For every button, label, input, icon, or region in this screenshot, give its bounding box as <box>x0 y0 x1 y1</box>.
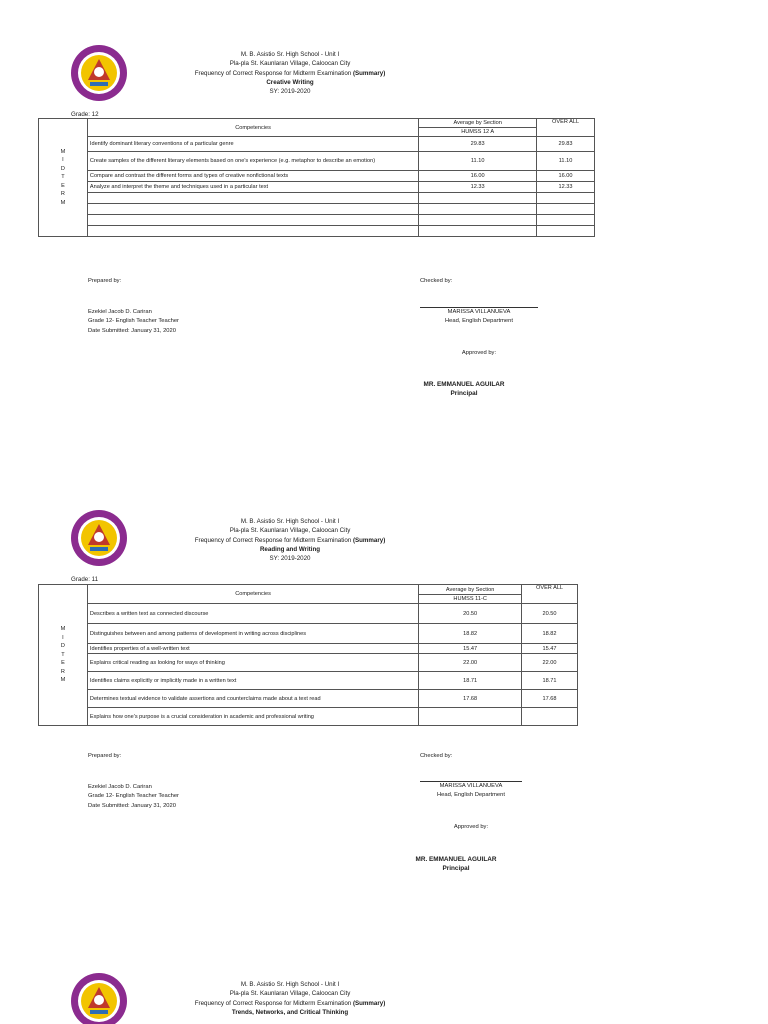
school-seal-logo <box>70 509 128 567</box>
table-row: Explains critical reading as looking for ways of thinking 22.00 22.00 <box>39 654 578 672</box>
subject-title: Trends, Networks, and Critical Thinking <box>231 1008 349 1016</box>
approver-role: Principal <box>442 865 470 873</box>
preparer-role: Grade 12- English Teacher Teacher <box>88 318 179 325</box>
school-address: Pla-pla St. Kaunlaran Village, Caloocan City <box>229 527 351 535</box>
school-address: Pla-pla St. Kaunlaran Village, Caloocan City <box>229 60 351 68</box>
date-submitted: Date Submitted: January 31, 2020 <box>88 802 176 809</box>
checker-role: Head, English Department <box>445 318 513 325</box>
approver-block <box>380 380 548 399</box>
competency-table <box>38 584 578 726</box>
school-name: M. B. Asistio Sr. High School - Unit I <box>240 981 340 988</box>
report-title: Frequency of Correct Response for Midterm Examination (Summary) <box>194 69 386 77</box>
report-header <box>150 517 430 563</box>
school-year: SY: 2019-2020 <box>269 88 311 96</box>
school-seal-logo <box>70 972 128 1024</box>
approver-name: MR. EMMANUEL AGUILAR <box>415 856 497 863</box>
prepared-by-label: Prepared by: <box>88 753 122 759</box>
table-row <box>39 226 595 237</box>
col-competencies: Competencies <box>87 119 418 137</box>
prepared-by-label: Prepared by: <box>88 278 122 284</box>
section-name: HUMSS 11-C <box>419 595 522 604</box>
table-row: Identifies properties of a well-written text 15.47 15.47 <box>39 644 578 654</box>
approver-block <box>372 855 540 874</box>
midterm-side-label: M I D T E R M <box>39 119 88 237</box>
approver-name: MR. EMMANUEL AGUILAR <box>423 381 505 388</box>
table-row <box>39 204 595 215</box>
table-row <box>39 215 595 226</box>
school-address: Pla-pla St. Kaunlaran Village, Caloocan City <box>229 990 351 998</box>
table-row: Identifies claims explicitly or implicitly made in a written text 18.71 18.71 <box>39 672 578 690</box>
table-row: Create samples of the different literary elements based on one's experience (e.g. metaphor to describe an emotion) 11.10 11.10 <box>39 152 595 171</box>
grade-level: Grade: 11 <box>71 576 99 583</box>
report-header <box>150 980 430 1017</box>
table-row: Explains how one's purpose is a crucial consideration in academic and professional writing <box>39 708 578 726</box>
table-row: Compare and contrast the different forms and types of creative nonfictional texts 16.00 16.00 <box>39 171 595 182</box>
school-name: M. B. Asistio Sr. High School - Unit I <box>240 518 340 525</box>
checker-name: MARISSA VILLANUEVA <box>447 309 511 315</box>
subject-title: Creative Writing <box>266 78 314 86</box>
date-submitted: Date Submitted: January 31, 2020 <box>88 327 176 334</box>
report-header <box>150 50 430 96</box>
school-year: SY: 2019-2020 <box>269 555 311 563</box>
col-average-by-section: Average by Section <box>419 119 537 128</box>
preparer-block <box>88 783 179 811</box>
table-row: Determines textual evidence to validate assertions and counterclaims made about a text read 17.68 17.68 <box>39 690 578 708</box>
subject-title: Reading and Writing <box>259 545 321 553</box>
approved-by-label: Approved by: <box>461 350 497 356</box>
checked-by-label: Checked by: <box>420 278 453 284</box>
table-row: Analyze and interpret the theme and techniques used in a particular text 12.33 12.33 <box>39 182 595 193</box>
preparer-block <box>88 308 179 336</box>
school-seal-logo <box>70 44 128 102</box>
preparer-name: Ezekiel Jacob D. Cariran <box>88 309 152 315</box>
col-average-by-section: Average by Section <box>419 585 522 595</box>
checker-role: Head, English Department <box>437 792 505 799</box>
checker-block <box>400 308 558 327</box>
checker-block <box>392 782 550 801</box>
school-name: M. B. Asistio Sr. High School - Unit I <box>240 51 340 58</box>
table-row <box>39 193 595 204</box>
approver-role: Principal <box>450 390 478 398</box>
col-competencies: Competencies <box>87 585 418 604</box>
col-overall: OVER ALL <box>537 119 595 137</box>
checker-name: MARISSA VILLANUEVA <box>439 783 503 789</box>
checked-by-label: Checked by: <box>420 753 453 759</box>
preparer-role: Grade 12- English Teacher Teacher <box>88 793 179 800</box>
approved-by-label: Approved by: <box>453 824 489 830</box>
col-overall: OVER ALL <box>522 585 578 604</box>
table-row: Describes a written text as connected discourse 20.50 20.50 <box>39 604 578 624</box>
preparer-name: Ezekiel Jacob D. Cariran <box>88 784 152 790</box>
midterm-side-label: M I D T E R M <box>39 585 88 726</box>
report-title: Frequency of Correct Response for Midterm Examination (Summary) <box>194 999 386 1007</box>
report-title: Frequency of Correct Response for Midterm Examination (Summary) <box>194 536 386 544</box>
section-name: HUMSS 12 A <box>419 128 537 137</box>
table-row: Distinguishes between and among patterns of development in writing across disciplines 18.82 18.82 <box>39 624 578 644</box>
grade-level: Grade: 12 <box>71 111 99 118</box>
competency-table <box>38 118 595 237</box>
table-row: Identify dominant literary conventions of a particular genre 29.83 29.83 <box>39 137 595 152</box>
